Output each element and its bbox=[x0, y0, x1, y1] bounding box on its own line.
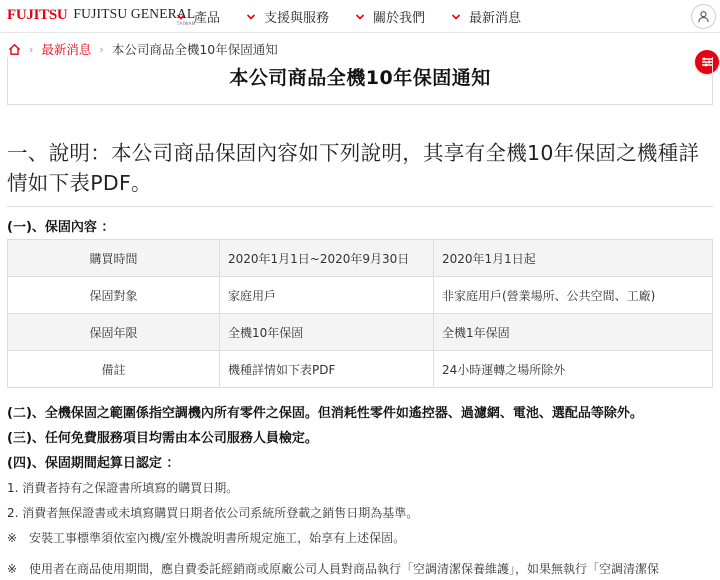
section-heading: 一、說明：本公司商品保固內容如下列說明，其享有全機10年保固之機種詳情如下表PDF。 bbox=[7, 141, 700, 195]
home-icon[interactable] bbox=[8, 43, 21, 56]
warranty-table bbox=[7, 239, 713, 388]
main-nav bbox=[176, 0, 547, 33]
logo-general-text: FUJITSU GENERAL bbox=[73, 6, 196, 21]
table-cell: 全機1年保固 bbox=[434, 314, 713, 351]
logo-brand: FUJITSU bbox=[7, 7, 68, 23]
page-title: 本公司商品全機10年保固通知 bbox=[229, 67, 491, 89]
nav-item-about[interactable] bbox=[355, 7, 425, 26]
table-cell: 2020年1月1日~2020年9月30日 bbox=[220, 240, 434, 277]
breadcrumb-separator: › bbox=[99, 42, 104, 56]
note-item: ※ 安裝工事標準須依室內機/室外機說明書所規定施工，始享有上述保固。 bbox=[7, 531, 406, 545]
site-header bbox=[0, 0, 720, 33]
note-item: ※ 使用者在商品使用期間，應自費委託經銷商或原廠公司人員對商品執行「空調清潔保養維護」，如果無執行「空調清潔保 bbox=[7, 562, 660, 576]
table-cell: 機種詳情如下表PDF bbox=[220, 351, 434, 388]
sub-heading-warranty-content: (一)、保固內容 ： bbox=[7, 220, 115, 235]
chevron-down-icon bbox=[355, 12, 365, 22]
table-cell: 購買時間 bbox=[8, 240, 220, 277]
breadcrumb-news-link[interactable]: 最新消息 bbox=[41, 42, 92, 57]
title-box bbox=[7, 57, 713, 105]
nav-label: 關於我們 bbox=[373, 11, 426, 26]
table-row bbox=[8, 277, 713, 314]
breadcrumb-separator: › bbox=[29, 42, 34, 56]
table-cell: 保固對象 bbox=[8, 277, 220, 314]
member-button[interactable] bbox=[691, 4, 716, 29]
fujitsu-general-logo[interactable] bbox=[7, 7, 195, 29]
breadcrumb-current: 本公司商品全機10年保固通知 bbox=[111, 42, 278, 57]
nav-label: 最新消息 bbox=[469, 11, 522, 26]
table-row bbox=[8, 314, 713, 351]
nav-item-news[interactable] bbox=[451, 7, 521, 26]
table-cell: 2020年1月1日起 bbox=[434, 240, 713, 277]
table-row bbox=[8, 351, 713, 388]
divider bbox=[7, 206, 713, 207]
table-row bbox=[8, 240, 713, 277]
chevron-down-icon bbox=[246, 12, 256, 22]
logo-sub-text: TAIWAN bbox=[176, 20, 196, 26]
nav-item-support[interactable] bbox=[246, 7, 329, 26]
user-icon bbox=[697, 10, 710, 23]
table-cell: 全機10年保固 bbox=[220, 314, 434, 351]
warranty-scope-text: (二)、全機保固之範圍係指空調機內所有零件之保固。但消耗性零件如遙控器、過濾網、電池、選配品等除外。 bbox=[7, 406, 643, 421]
table-cell: 保固年限 bbox=[8, 314, 220, 351]
table-cell: 備註 bbox=[8, 351, 220, 388]
chevron-down-icon bbox=[176, 12, 186, 22]
start-date-heading: (四)、保固期間起算日認定 ： bbox=[7, 456, 180, 471]
chevron-down-icon bbox=[451, 12, 461, 22]
table-cell: 家庭用戶 bbox=[220, 277, 434, 314]
list-item: 1. 消費者持有之保證書所填寫的購買日期。 bbox=[7, 481, 239, 495]
nav-label: 支援與服務 bbox=[264, 11, 330, 26]
table-cell: 非家庭用戶(營業場所、公共空間、工廠) bbox=[434, 277, 713, 314]
table-cell: 24小時運轉之場所除外 bbox=[434, 351, 713, 388]
nav-label: 產品 bbox=[194, 11, 221, 26]
list-item: 2. 消費者無保證書或未填寫購買日期者依公司系統所登載之銷售日期為基準。 bbox=[7, 506, 419, 520]
nav-item-products[interactable] bbox=[176, 7, 220, 26]
free-service-text: (三)、任何免費服務項目均需由本公司服務人員檢定。 bbox=[7, 431, 318, 446]
